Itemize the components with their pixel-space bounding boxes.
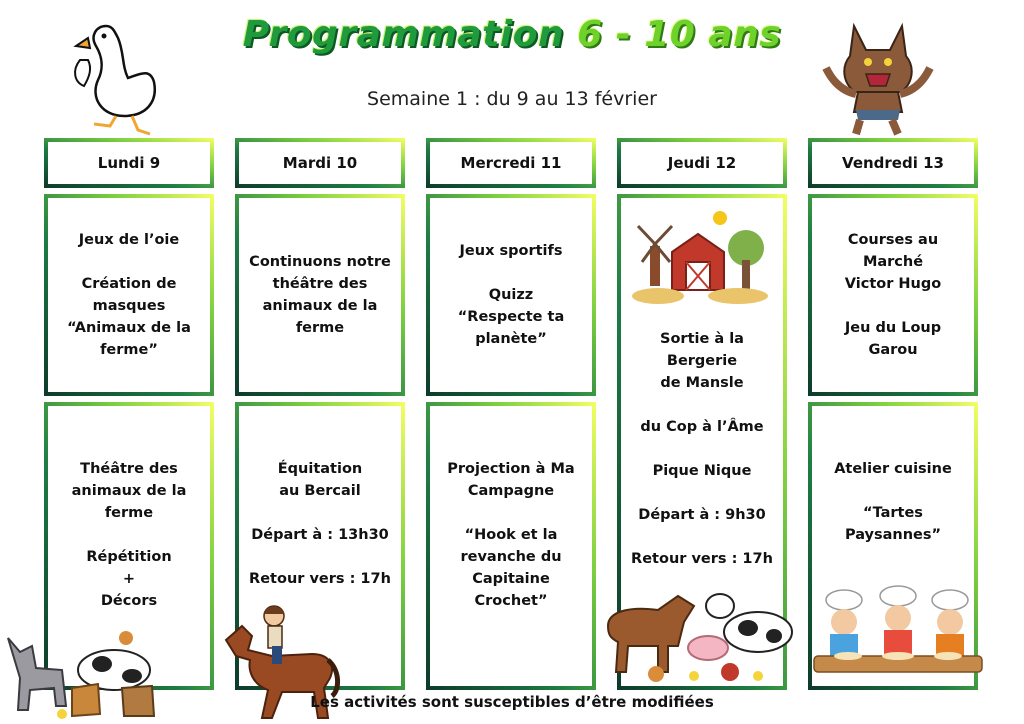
farm-barn-illustration: [628, 206, 778, 306]
activity-line: Départ à : 13h30: [251, 527, 389, 543]
activity-line: Quizz: [488, 287, 534, 303]
day-label: Lundi 9: [97, 154, 161, 172]
activity-line: planète”: [475, 331, 547, 347]
activity-line: Capitaine Crochet”: [472, 571, 550, 609]
day-label: Vendredi 13: [842, 154, 944, 172]
kids-cooking-illustration: [808, 582, 988, 686]
afternoon-activity-cell: [426, 402, 596, 690]
day-header: [808, 138, 978, 188]
activity-line: Projection à Ma: [447, 461, 575, 477]
day-header: [235, 138, 405, 188]
activity-line: Théâtre des: [80, 461, 178, 477]
day-label: Mardi 10: [282, 154, 358, 172]
activity-line: du Cop à l’Âme: [640, 419, 764, 435]
activity-line: Paysannes”: [844, 527, 942, 543]
activity-line: “Animaux de la: [67, 320, 191, 336]
day-header: [44, 138, 214, 188]
activity-line: Jeu du Loup Garou: [844, 320, 942, 358]
activity-line: Jeux sportifs: [459, 243, 563, 259]
morning-activity-cell: [44, 194, 214, 396]
day-label: Jeudi 12: [667, 154, 737, 172]
activity-line: Pique Nique: [652, 463, 752, 479]
activity-line: Départ à : 9h30: [638, 507, 766, 523]
morning-activity-cell: [808, 194, 978, 396]
activity-line: Création de: [81, 276, 177, 292]
activity-line: masques: [92, 298, 166, 314]
activity-line: Campagne: [467, 483, 555, 499]
day-header: [426, 138, 596, 188]
footer-note: Les activités sont susceptibles d’être modifiées: [310, 693, 714, 711]
activity-line: animaux de la: [262, 298, 378, 314]
werewolf-illustration: [820, 16, 936, 138]
activity-line: Répétition: [86, 549, 172, 565]
activity-line: au Bercail: [279, 483, 361, 499]
activity-line: Victor Hugo: [844, 276, 942, 292]
farm-animals-illustration: [598, 576, 798, 686]
activity-line: Retour vers : 17h: [631, 551, 773, 567]
activity-line: “Hook et la: [464, 527, 558, 543]
activity-line: ferme: [104, 505, 154, 521]
activity-line: Décors: [100, 593, 158, 609]
activity-line: revanche du: [460, 549, 562, 565]
activity-line: “Respecte ta: [457, 309, 565, 325]
morning-activity-cell: [235, 194, 405, 396]
activity-line: Sortie à la Bergerie: [660, 331, 744, 369]
activity-line: Équitation: [277, 461, 363, 477]
activity-line: Jeux de l’oie: [78, 232, 180, 248]
activity-line: Atelier cuisine: [834, 461, 952, 477]
day-header: [617, 138, 787, 188]
activity-line: +: [122, 571, 136, 587]
activity-line: Continuons notre: [249, 254, 391, 270]
day-label: Mercredi 11: [460, 154, 562, 172]
week-subtitle: Semaine 1 : du 9 au 13 février: [367, 88, 657, 110]
goose-illustration: [68, 16, 168, 138]
activity-line: “Tartes: [863, 505, 923, 521]
activity-line: ferme”: [100, 342, 158, 358]
activity-line: de Mansle: [660, 375, 744, 391]
morning-activity-cell: [426, 194, 596, 396]
activity-line: ferme: [295, 320, 345, 336]
activity-line: théâtre des: [272, 276, 368, 292]
activity-line: animaux de la: [71, 483, 187, 499]
activity-line: Retour vers : 17h: [249, 571, 391, 587]
page-title: Programmation 6 - 10 ans: [242, 14, 782, 55]
activity-line: Courses au Marché: [847, 232, 939, 270]
